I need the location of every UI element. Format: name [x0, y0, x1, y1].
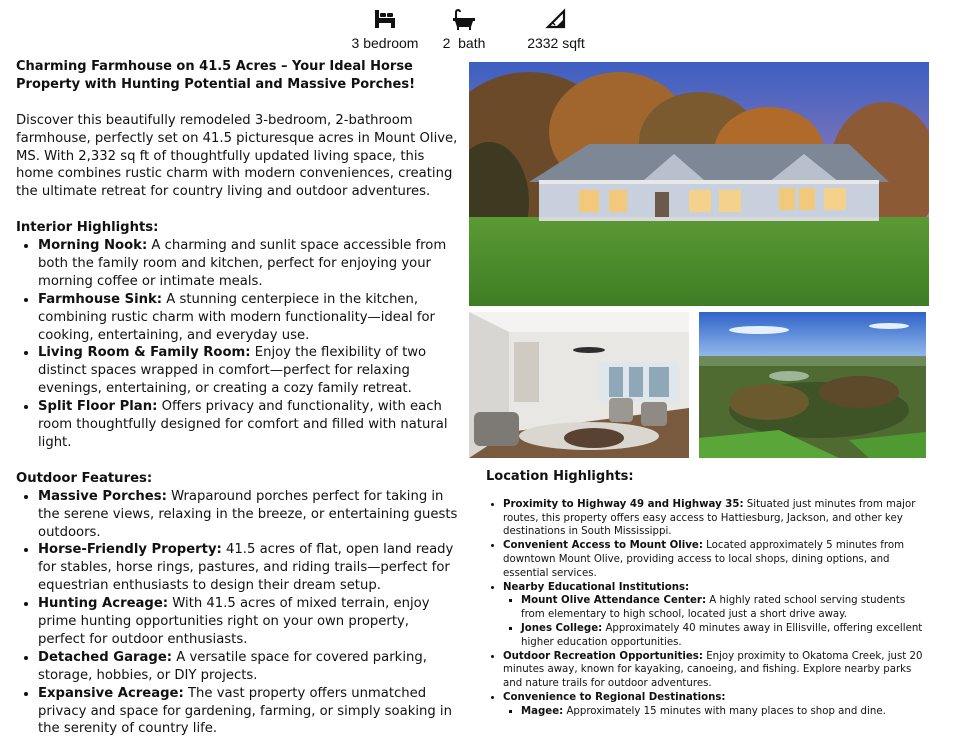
list-item: • Massive Porches: Wraparound porches perfect for taking in the serene views, relaxing in the breeze, or entertaining guests outdoors.	[38, 488, 458, 542]
list-item: • Farmhouse Sink: A stunning centerpiece in the kitchen, combining rustic charm with modern functionality—ideal for cooking, entertaining, and everyday use.	[38, 291, 458, 345]
intro-paragraph: Discover this beautifully remodeled 3-bedroom, 2-bathroom farmhouse, perfectly set on 41.5 picturesque acres in Mount Olive, MS. With 2,332 sq ft of thoughtfully updated living space, this home combines rustic charm with modern conveniences, creating the ultimate retreat for country living and outdoor adventures.	[16, 112, 458, 200]
interior-heading: Interior Highlights:	[16, 220, 159, 236]
list-item: • Convenient Access to Mount Olive: Located approximately 5 minutes from downtown Mount Olive, providing access to local shops, dining options, and essential services.	[503, 539, 926, 580]
list-item: • Expansive Acreage: The vast property offers unmatched privacy and space for gardening, farming, or simply soaking in the serenity of country life.	[38, 685, 458, 738]
ruler-triangle-icon	[545, 8, 567, 30]
outdoor-heading: Outdoor Features:	[16, 470, 153, 486]
list-item: • Split Floor Plan: Offers privacy and functionality, with each room thoughtfully designed for comfort and filled with natural light.	[38, 398, 458, 452]
location-heading: Location Highlights:	[486, 469, 634, 484]
list-item: ▪ Jones College: Approximately 40 minutes away in Ellisville, offering excellent higher education opportunities.	[521, 622, 926, 650]
list-item: • Living Room & Family Room: Enjoy the flexibility of two distinct spaces wrapped in comfort—perfect for relaxing evenings, entertaining, or creating a cozy family retreat.	[38, 344, 458, 398]
sqft-label: 2332 sqft	[527, 35, 585, 51]
interior-photo	[469, 312, 689, 458]
list-item: • Morning Nook: A charming and sunlit space accessible from both the family room and kitchen, perfect for enjoying your morning coffee or intimate meals.	[38, 237, 458, 291]
aerial-photo	[699, 312, 926, 458]
bathtub-icon	[451, 8, 477, 30]
property-stats	[340, 8, 600, 56]
list-item: • Hunting Acreage: With 41.5 acres of mixed terrain, enjoy prime hunting opportunities right on your own property, perfect for outdoor enthusiasts.	[38, 595, 458, 649]
list-item: • Outdoor Recreation Opportunities: Enjoy proximity to Okatoma Creek, just 20 minutes away, known for kayaking, canoeing, and fishing. Explore nearby parks and nature trails for outdoor adventures.	[503, 650, 926, 691]
education-sublist	[503, 594, 926, 649]
outdoor-list	[16, 488, 458, 738]
list-item: • Nearby Educational Institutions: ▪ Mount Olive Attendance Center: A highly rated school serving students from elementary to high school, located just a short drive away. ▪ Jones College: Approximately 40 minutes away in Ellisville, offering excellent higher education opportunities.	[503, 581, 926, 650]
sqft-stat	[514, 8, 598, 51]
exterior-photo	[469, 62, 929, 306]
list-item: • Proximity to Highway 49 and Highway 35: Situated just minutes from major routes, this property offers easy access to Hattiesburg, Jackson, and other key destinations in South Mississippi.	[503, 498, 926, 539]
bed-icon	[373, 8, 397, 30]
interior-list	[16, 237, 458, 452]
list-item: • Detached Garage: A versatile space for covered parking, storage, hobbies, or DIY projects.	[38, 649, 458, 685]
list-item: ▪ Magee: Approximately 15 minutes with many places to shop and dine.	[521, 705, 926, 719]
listing-description	[16, 58, 458, 738]
location-list	[486, 498, 926, 719]
location-highlights	[486, 470, 926, 719]
list-item: ▪ Mount Olive Attendance Center: A highly rated school serving students from elementary to high school, located just a short drive away.	[521, 594, 926, 622]
baths-label: 2 bath	[442, 35, 486, 51]
listing-title: Charming Farmhouse on 41.5 Acres – Your Ideal Horse Property with Hunting Potential and Massive Porches!	[16, 59, 416, 92]
list-item: • Horse-Friendly Property: 41.5 acres of flat, open land ready for stables, horse rings, pastures, and riding trails—perfect for equestrian enthusiasts to design their dream setup.	[38, 541, 458, 595]
bedrooms-stat	[340, 8, 430, 51]
baths-stat	[432, 8, 496, 51]
list-item: • Convenience to Regional Destinations: ▪ Magee: Approximately 15 minutes with many places to shop and dine.	[503, 691, 926, 719]
regional-sublist	[503, 705, 926, 719]
bedrooms-label: 3 bedroom	[351, 35, 419, 51]
